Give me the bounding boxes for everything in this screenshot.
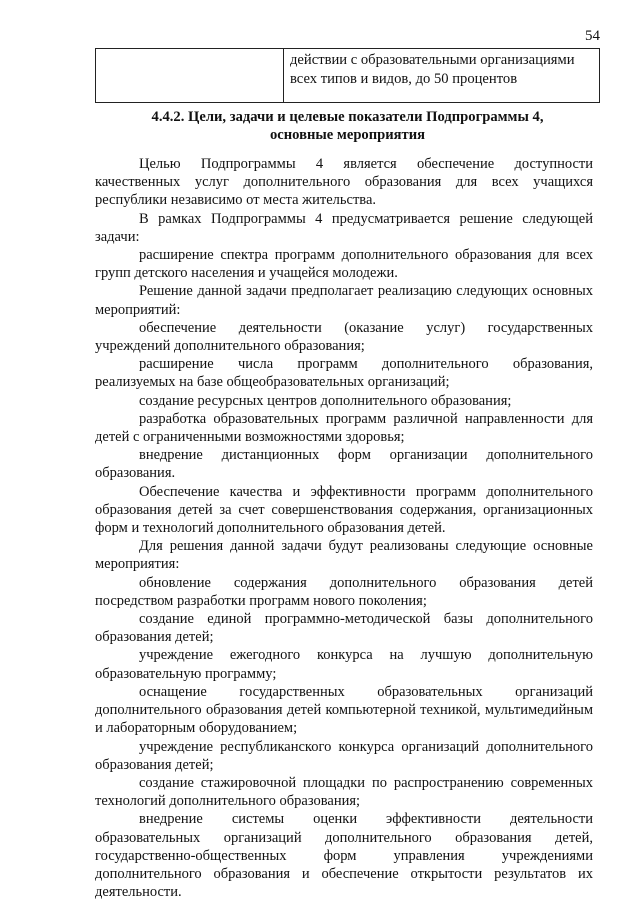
- paragraph: обновление содержания дополнительного образования детей посредством разработки программ нового поколения;: [95, 574, 593, 609]
- paragraph: В рамках Подпрограммы 4 предусматривается решение следующей задачи:: [95, 210, 593, 245]
- paragraph: внедрение дистанционных форм организации дополнительного образования.: [95, 447, 593, 482]
- section-heading-line-2: основные мероприятия: [269, 127, 426, 143]
- paragraph: учреждение ежегодного конкурса на лучшую дополнительную образовательную программу;: [95, 647, 593, 682]
- table-cell-empty: [96, 49, 284, 103]
- paragraph: Решение данной задачи предполагает реализацию следующих основных мероприятий:: [95, 283, 593, 318]
- paragraph: создание ресурсных центров дополнительного образования;: [139, 392, 512, 409]
- paragraph: создание стажировочной площадки по распространению современных технологий дополнительного образования;: [95, 774, 593, 810]
- paragraph: Обеспечение качества и эффективности программ дополнительного образования детей за счет совершенствования содержания, организационных форм и технологий дополнительного образования детей.: [95, 483, 593, 537]
- paragraph: расширение спектра программ дополнительного образования для всех групп детского населения и учащейся молодежи.: [95, 247, 593, 282]
- table-row: [96, 49, 600, 103]
- page-number: 54: [585, 28, 600, 44]
- table-cell-text: действии с образовательными организациями всех типов и видов, до 50 процентов: [284, 49, 600, 103]
- paragraph: создание единой программно-методической базы дополнительного образования детей;: [95, 611, 593, 646]
- body-text: [95, 155, 593, 901]
- section-heading-line-1: 4.4.2. Цели, задачи и целевые показатели Подпрограммы 4,: [151, 109, 544, 125]
- paragraph: Целью Подпрограммы 4 является обеспечение доступности качественных услуг дополнительного образования для всех учащихся республики независимо от места жительства.: [95, 156, 593, 209]
- paragraph: обеспечение деятельности (оказание услуг) государственных учреждений дополнительного образования;: [95, 319, 593, 355]
- paragraph: учреждение республиканского конкурса организаций дополнительного образования детей;: [95, 738, 593, 773]
- paragraph: внедрение системы оценки эффективности деятельности образовательных организаций дополнительного образования детей, государственно-общественных форм управления учреждениями дополнительного образования и обеспечение открытости результатов их деятельности.: [95, 811, 593, 901]
- paragraph: Для решения данной задачи будут реализованы следующие основные мероприятия:: [95, 538, 593, 573]
- paragraph: оснащение государственных образовательных организаций дополнительного образования детей компьютерной техникой, мультимедийным и лабораторным оборудованием;: [95, 683, 593, 737]
- continuation-table: [95, 48, 600, 103]
- paragraph: расширение числа программ дополнительного образования, реализуемых на базе общеобразовательных организаций;: [95, 356, 593, 391]
- section-heading: [95, 108, 600, 144]
- paragraph: разработка образовательных программ различной направленности для детей с ограниченными возможностями здоровья;: [95, 410, 593, 446]
